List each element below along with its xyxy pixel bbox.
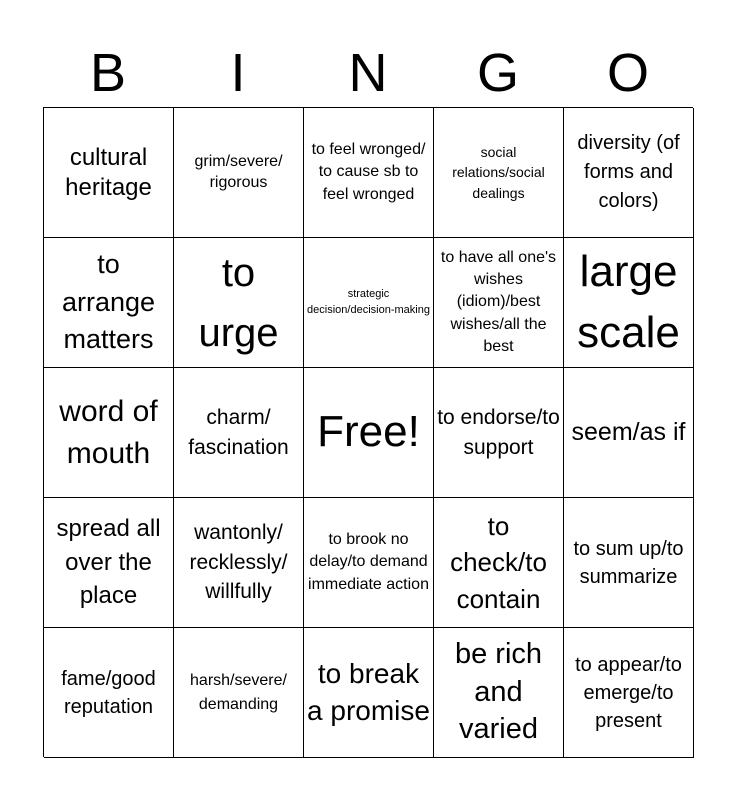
- cell-text: large scale: [577, 246, 680, 357]
- cell-text: to have all one's wishes (idiom)/best wishes/all the best: [440, 249, 557, 355]
- bingo-cell-r1c5[interactable]: [564, 108, 694, 238]
- bingo-cell-r2c2[interactable]: [174, 238, 304, 368]
- header-letter-i: I: [230, 43, 246, 103]
- bingo-cell-r4c1[interactable]: [44, 498, 174, 628]
- bingo-cell-r4c4[interactable]: [434, 498, 564, 628]
- cell-text: to check/to contain: [450, 510, 547, 614]
- bingo-cell-r5c2[interactable]: [174, 628, 304, 758]
- cell-text: to feel wronged/ to cause sb to feel wronged: [311, 140, 426, 203]
- cell-text: social relations/social dealings: [452, 144, 545, 201]
- cell-text: to sum up/to summarize: [573, 537, 684, 588]
- bingo-cell-r4c3[interactable]: [304, 498, 434, 628]
- bingo-cell-r3c5[interactable]: [564, 368, 694, 498]
- cell-text: fame/good reputation: [61, 667, 156, 718]
- header-letter-b: B: [89, 43, 127, 103]
- bingo-cell-r5c5[interactable]: [564, 628, 694, 758]
- cell-text: word of mouth: [59, 395, 158, 470]
- header-letter-o: O: [606, 43, 649, 103]
- bingo-header: [43, 38, 693, 108]
- bingo-cell-r5c1[interactable]: [44, 628, 174, 758]
- header-letter-g: G: [476, 43, 519, 103]
- bingo-cell-r4c5[interactable]: [564, 498, 694, 628]
- cell-text: to urge: [198, 250, 279, 355]
- bingo-cell-r2c5[interactable]: [564, 238, 694, 368]
- cell-text: grim/severe/ rigorous: [194, 152, 283, 191]
- bingo-cell-r4c2[interactable]: [174, 498, 304, 628]
- cell-text: charm/ fascination: [188, 406, 289, 459]
- cell-text: cultural heritage: [65, 144, 152, 201]
- cell-text: harsh/severe/ demanding: [190, 672, 287, 713]
- cell-text: to arrange matters: [61, 248, 156, 355]
- bingo-cell-r2c1[interactable]: [44, 238, 174, 368]
- bingo-cell-r1c1[interactable]: [44, 108, 174, 238]
- free-space-text: Free!: [317, 407, 420, 457]
- bingo-grid: [43, 107, 693, 757]
- cell-text: be rich and varied: [454, 637, 543, 746]
- bingo-cell-r1c2[interactable]: [174, 108, 304, 238]
- cell-text: to brook no delay/to demand immediate action: [308, 531, 429, 593]
- cell-text: seem/as if: [571, 418, 686, 446]
- bingo-cell-r3c4[interactable]: [434, 368, 564, 498]
- bingo-cell-free[interactable]: [304, 368, 434, 498]
- bingo-cell-r1c4[interactable]: [434, 108, 564, 238]
- bingo-cell-r2c4[interactable]: [434, 238, 564, 368]
- cell-text: spread all over the place: [56, 515, 161, 610]
- cell-text: wantonly/ recklessly/ willfully: [189, 521, 288, 604]
- bingo-cell-r5c3[interactable]: [304, 628, 434, 758]
- cell-text: diversity (of forms and colors): [577, 132, 680, 212]
- cell-text: to appear/to emerge/to present: [575, 653, 682, 732]
- bingo-cell-r2c3[interactable]: [304, 238, 434, 368]
- cell-text: strategic decision/decision-making: [307, 287, 430, 316]
- bingo-cell-r5c4[interactable]: [434, 628, 564, 758]
- header-letter-n: N: [348, 43, 388, 103]
- bingo-cell-r1c3[interactable]: [304, 108, 434, 238]
- bingo-cell-r3c2[interactable]: [174, 368, 304, 498]
- cell-text: to break a promise: [307, 658, 430, 726]
- bingo-cell-r3c1[interactable]: [44, 368, 174, 498]
- cell-text: to endorse/to support: [437, 406, 560, 459]
